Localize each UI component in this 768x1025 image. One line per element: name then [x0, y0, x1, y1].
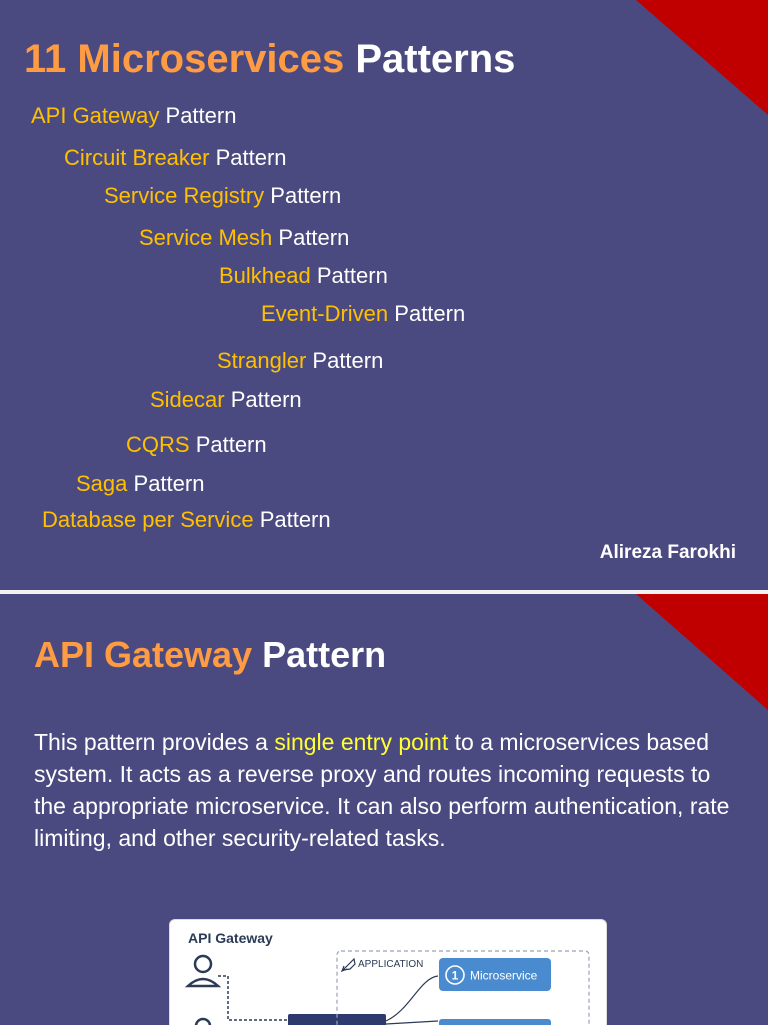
title-rest: Patterns [355, 37, 516, 81]
api-gateway-diagram [169, 919, 607, 1025]
pattern-item: Saga Pattern [76, 471, 205, 496]
corner-triangle [636, 0, 768, 115]
slide-title [34, 634, 386, 676]
pattern-item: API Gateway Pattern [31, 103, 237, 128]
highlight-text: single entry point [274, 729, 449, 755]
microservice-box [439, 1019, 551, 1025]
title-highlight: API Gateway [34, 634, 253, 675]
request-arrow [218, 976, 288, 1020]
corner-triangle [636, 594, 768, 710]
author-name: Alireza Farokhi [599, 542, 736, 563]
pattern-item: Strangler Pattern [217, 348, 384, 373]
service-number: 1 [451, 968, 459, 983]
pattern-item: Database per Service Pattern [42, 507, 331, 532]
user-icon [188, 956, 218, 986]
pattern-item: Sidecar Pattern [150, 387, 302, 412]
user-icon [196, 1019, 210, 1025]
slide-title [24, 36, 515, 82]
route-line [386, 976, 438, 1021]
application-label: APPLICATION [358, 959, 424, 970]
pattern-item: Bulkhead Pattern [219, 263, 388, 288]
pattern-item: Circuit Breaker Pattern [64, 145, 287, 170]
rocket-icon [342, 959, 355, 971]
pattern-item: Event-Driven Pattern [261, 301, 466, 326]
title-highlight: 11 Microservices [24, 37, 345, 81]
title-rest: Pattern [262, 634, 387, 675]
pattern-item: CQRS Pattern [126, 432, 267, 457]
description-paragraph: This pattern provides a single entry point to a microservices based system. It acts as a reverse proxy and routes incoming requests to the appropriate microservice. It can also perform authentication, rate limiting, and other security-related tasks. [34, 729, 730, 851]
pattern-item: Service Registry Pattern [104, 183, 342, 208]
diagram-title: API Gateway [188, 930, 273, 946]
pattern-item: Service Mesh Pattern [139, 225, 350, 250]
microservice-label: Microservice [470, 968, 538, 983]
